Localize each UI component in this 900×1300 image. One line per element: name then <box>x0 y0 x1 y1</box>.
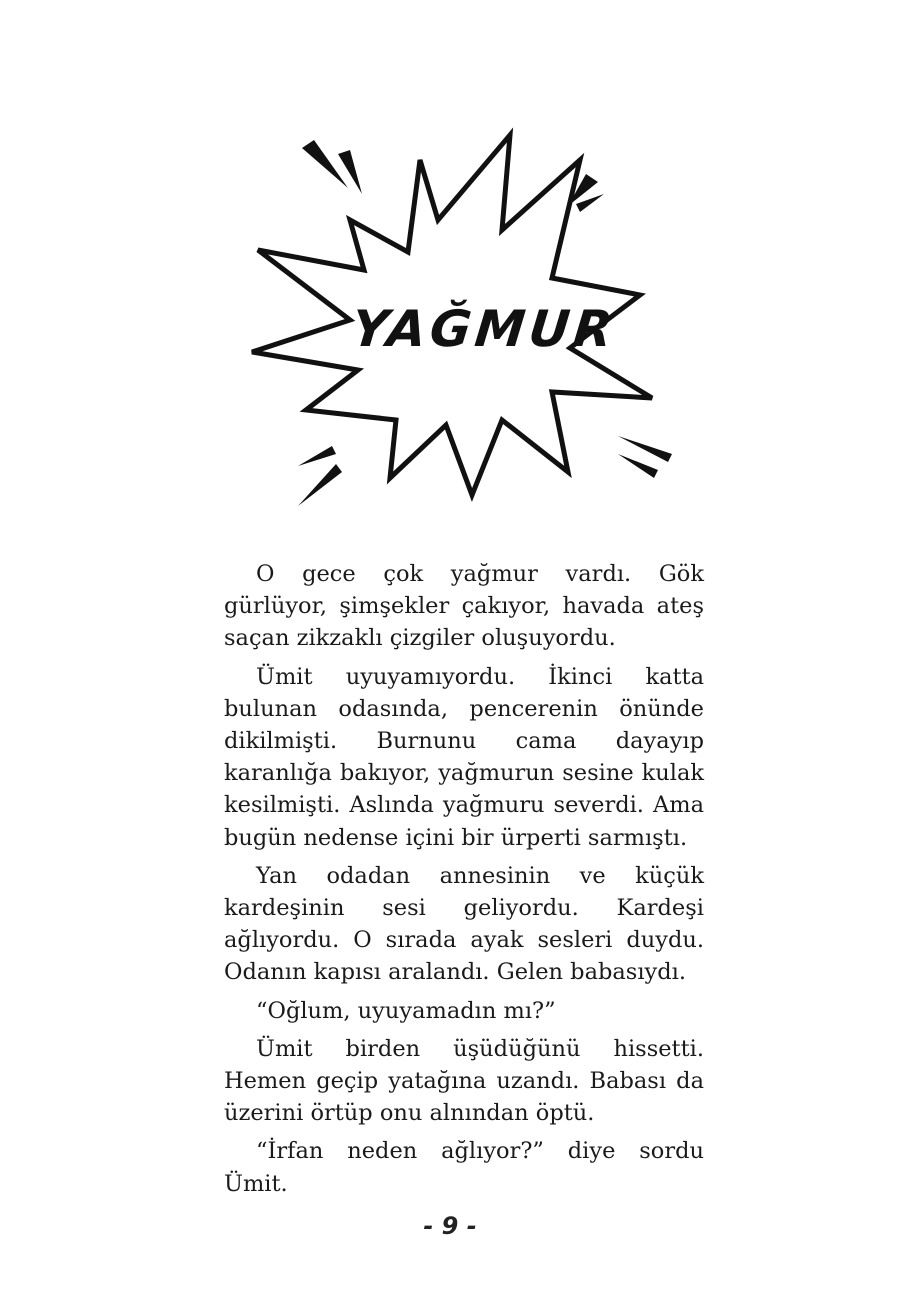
paragraph: “Oğlum, uyuyamadın mı?” <box>256 997 556 1024</box>
accent-wedge-bottom-left-1 <box>298 446 336 466</box>
accent-wedge-top-left-2 <box>338 150 362 194</box>
accent-wedge-bottom-left-2 <box>298 464 342 506</box>
page-number: - 9 - <box>423 1212 477 1240</box>
paragraph: O gece çok yağmur vardı. Gök gürlüyor, şimşekler çakıyor, havada ateş saçan zikzaklı çizgiler oluşuyordu. <box>224 561 704 652</box>
paragraph: Ümit birden üşüdüğünü hissetti. Hemen geçip yatağına uzandı. Babası da üzerini örtüp onu alnından öptü. <box>224 1035 704 1127</box>
paragraph: “İrfan neden ağlıyor?” diye sordu Ümit. <box>224 1138 704 1197</box>
accent-wedge-top-right-2 <box>576 194 604 212</box>
paragraph: Ümit uyuyamıyordu. İkinci katta bulunan odasında, pencerenin önünde dikilmişti. Burnunu cama dayayıp karanlığa bakıyor, yağmurun sesine kulak kesilmişti. Aslında yağmuru severdi. Ama bugün nedense içini bir ürperti sarmıştı. <box>224 663 704 851</box>
chapter-title: YAĞMUR <box>348 300 620 358</box>
chapter-body <box>224 558 704 1206</box>
accent-wedge-top-left-1 <box>302 140 348 188</box>
accent-wedge-bottom-right-2 <box>618 454 658 478</box>
paragraph: Yan odadan annesinin ve küçük kardeşinin sesi geliyordu. Kardeşi ağlıyordu. O sırada ayak sesleri duydu. Odanın kapısı aralandı. Gelen babasıydı. <box>224 862 704 986</box>
